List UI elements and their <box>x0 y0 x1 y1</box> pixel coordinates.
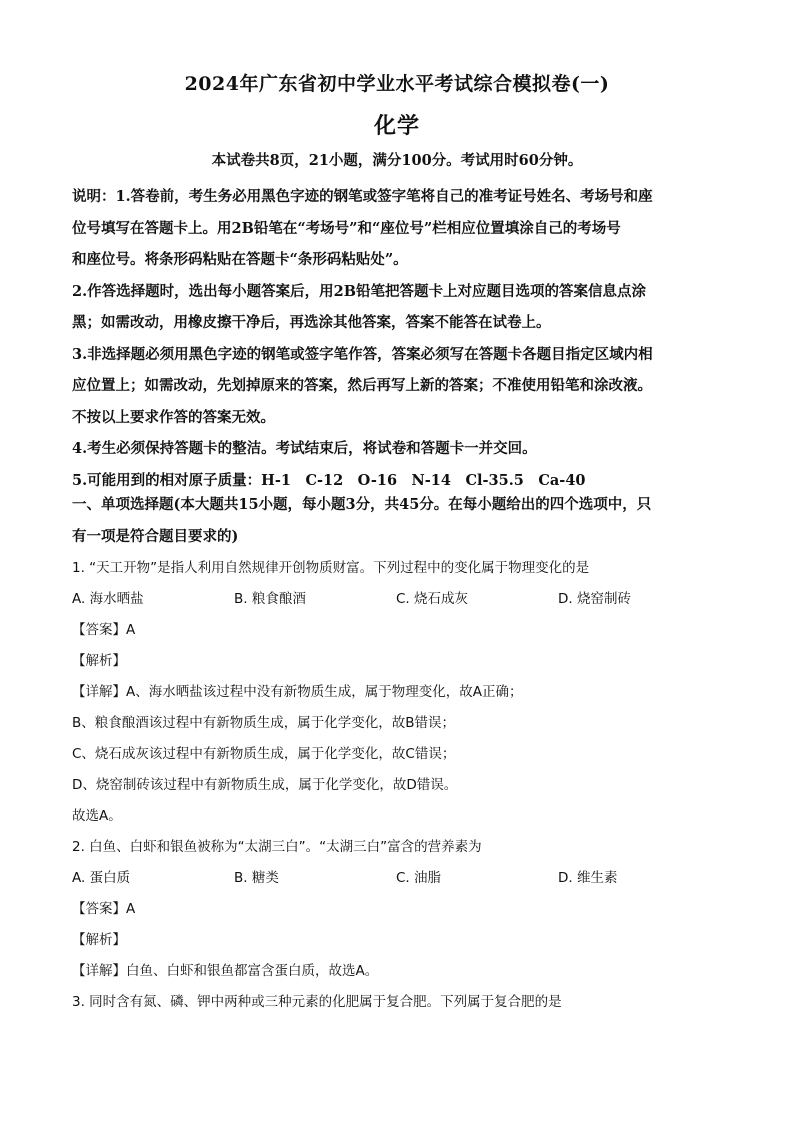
option-a: A. 海水晒盐 <box>72 591 144 607</box>
question-1-options <box>72 584 722 615</box>
instruction-line: 4.考生必须保持答题卡的整洁。考试结束后，将试卷和答题卡一并交回。 <box>72 440 537 457</box>
question-2-stem: 2. 白鱼、白虾和银鱼被称为“太湖三白”。“太湖三白”富含的营养素为 <box>72 839 482 855</box>
question-1-stem: 1. “天工开物”是指人利用自然规律开创物质财富。下列过程中的变化属于物理变化的是 <box>72 560 590 576</box>
question-1-detail-line: C、烧石成灰该过程中有新物质生成，属于化学变化，故C错误； <box>72 746 456 762</box>
option-b: B. 糖类 <box>234 870 279 886</box>
option-c: C. 烧石成灰 <box>396 591 469 607</box>
instruction-line: 应位置上；如需改动，先划掉原来的答案，然后再写上新的答案；不准使用铅笔和涂改液。 <box>72 377 652 394</box>
exam-subject: 化学 <box>373 113 420 139</box>
question-1-detail-line: 【详解】A、海水晒盐该过程中没有新物质生成，属于物理变化，故A正确； <box>72 684 523 700</box>
instruction-line: 黑；如需改动，用橡皮擦干净后，再选涂其他答案，答案不能答在试卷上。 <box>72 314 551 331</box>
question-2-analysis: 【解析】 <box>72 932 126 948</box>
instructions <box>72 181 722 496</box>
question-2-options <box>72 863 722 894</box>
option-c: C. 油脂 <box>396 870 442 886</box>
questions <box>72 553 722 1018</box>
question-2-detail-line: 【详解】白鱼、白虾和银鱼都富含蛋白质，故选A。 <box>72 963 379 979</box>
question-1-analysis: 【解析】 <box>72 653 126 669</box>
question-3-stem: 3. 同时含有氮、磷、钾中两种或三种元素的化肥属于复合肥。下列属于复合肥的是 <box>72 994 562 1010</box>
question-2-answer: 【答案】A <box>72 901 136 917</box>
exam-title: 2024年广东省初中学业水平考试综合模拟卷(一) <box>184 73 610 95</box>
section-heading-line: 一、单项选择题(本大题共15小题，每小题3分，共45分。在每小题给出的四个选项中，只 <box>72 496 652 513</box>
instruction-line: 说明：1.答卷前，考生务必用黑色字迹的钢笔或签字笔将自己的准考证号姓名、考场号和座 <box>72 188 653 205</box>
section-heading <box>72 489 722 552</box>
instruction-line: 和座位号。将条形码粘贴在答题卡“条形码粘贴处”。 <box>72 251 408 268</box>
question-1-answer: 【答案】A <box>72 622 136 638</box>
option-d: D. 烧窑制砖 <box>558 591 631 607</box>
instruction-line: 位号填写在答题卡上。用2B铅笔在“考场号”和“座位号”栏相应位置填涂自己的考场号 <box>72 219 621 237</box>
instruction-line: 3.非选择题必须用黑色字迹的钢笔或签字笔作答，答案必须写在答题卡各题目指定区域内相 <box>72 345 653 363</box>
option-d: D. 维生素 <box>558 870 618 886</box>
question-1-detail-line: D、烧窑制砖该过程中有新物质生成，属于化学变化，故D错误。 <box>72 777 458 793</box>
instruction-line: 5.可能用到的相对原子质量：H-1 C-12 O-16 N-14 Cl-35.5 Ca-40 <box>72 471 586 489</box>
section-heading-line: 有一项是符合题目要求的) <box>72 527 239 545</box>
question-1-detail-line: B、粮食酿酒该过程中有新物质生成，属于化学变化，故B错误； <box>72 715 456 731</box>
exam-info-line: 本试卷共8页，21小题，满分100分。考试用时60分钟。 <box>211 152 583 169</box>
option-b: B. 粮食酿酒 <box>234 591 306 607</box>
option-a: A. 蛋白质 <box>72 870 131 886</box>
instruction-line: 不按以上要求作答的答案无效。 <box>72 408 275 426</box>
instruction-line: 2.作答选择题时，选出每小题答案后，用2B铅笔把答题卡上对应题目选项的答案信息点涂 <box>72 282 646 300</box>
question-1-detail-line: 故选A。 <box>72 808 122 824</box>
